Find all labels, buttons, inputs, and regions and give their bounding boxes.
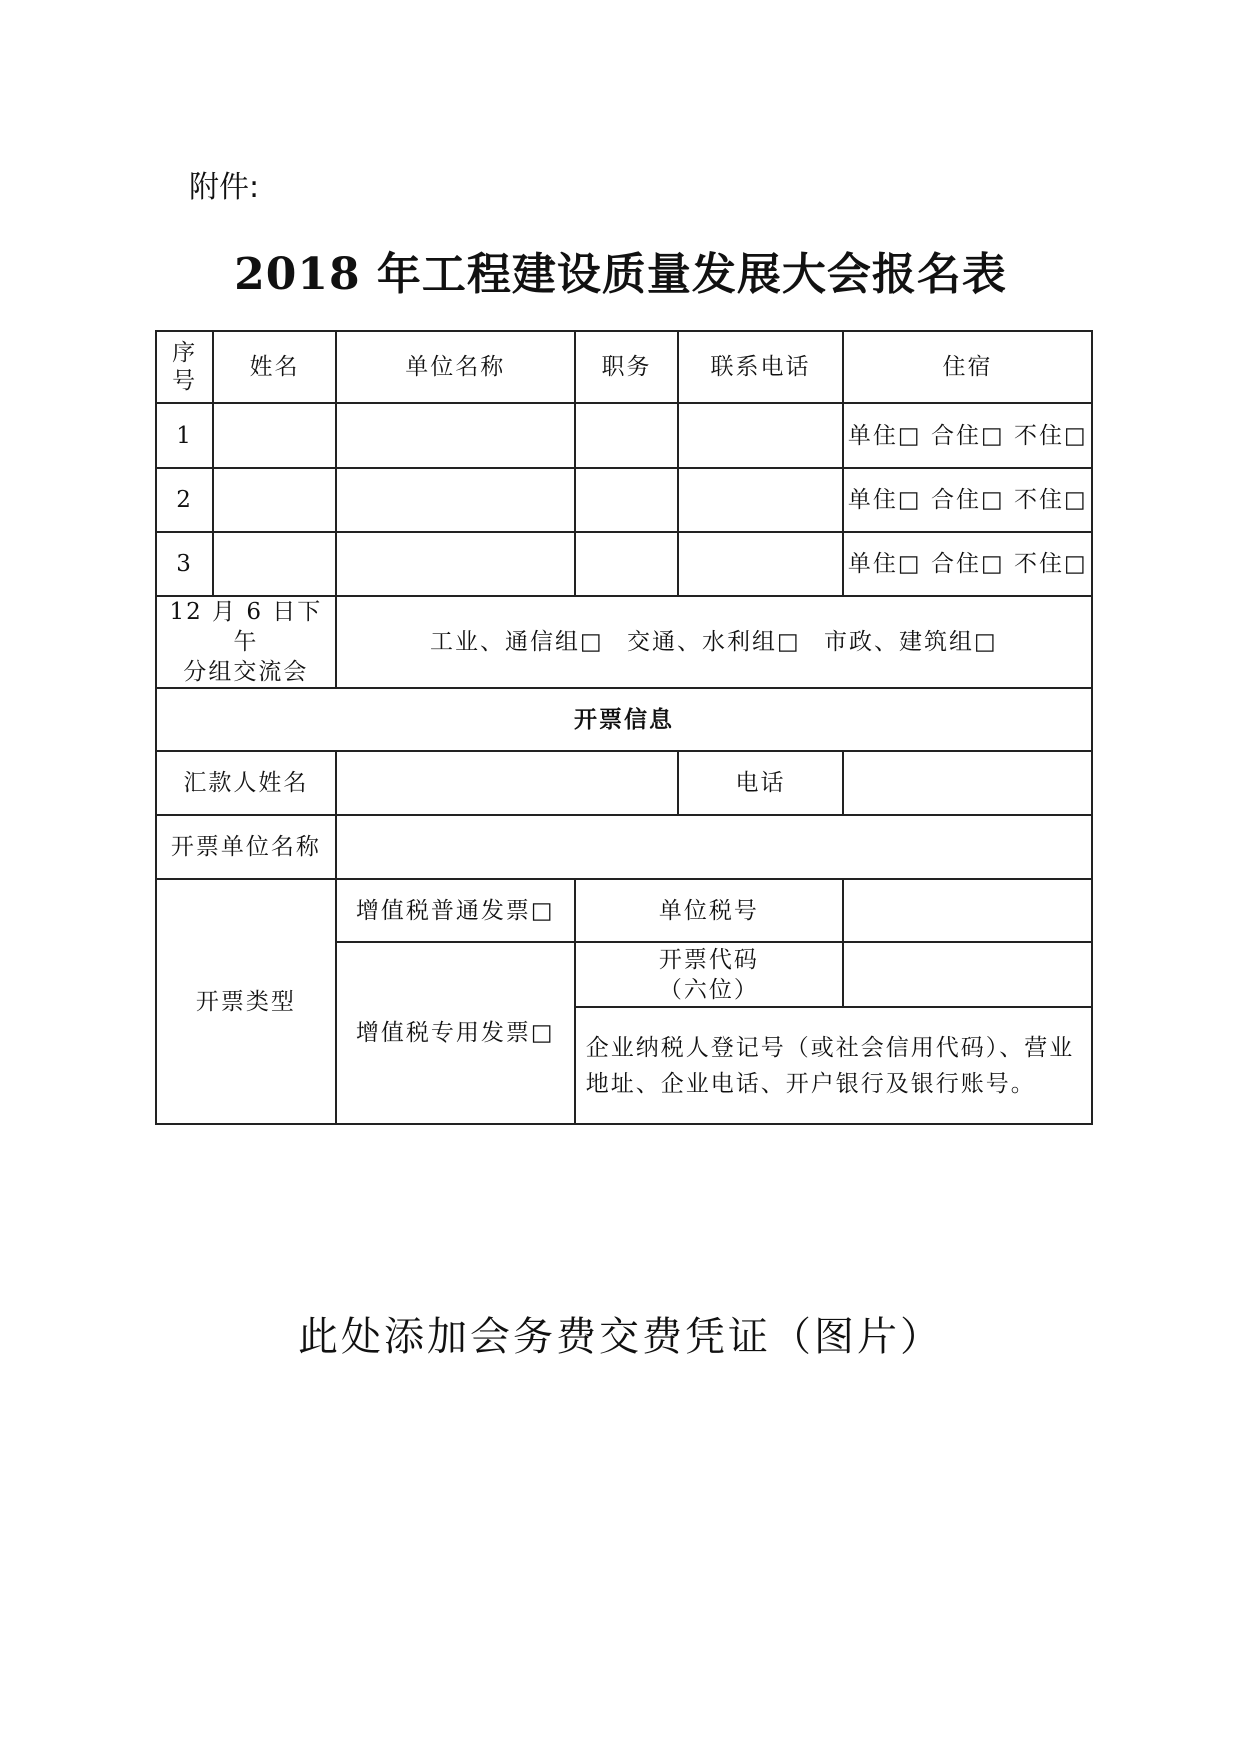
vat-normal-option[interactable]: 增值税普通发票□ [336, 879, 575, 942]
name-cell[interactable] [213, 532, 336, 596]
session-label-line1: 12 月 6 日下午 [169, 599, 323, 655]
phone-cell[interactable] [678, 403, 843, 468]
name-cell[interactable] [213, 468, 336, 532]
session-options[interactable]: 工业、通信组□ 交通、水利组□ 市政、建筑组□ [336, 596, 1092, 688]
position-cell[interactable] [575, 468, 678, 532]
org-cell[interactable] [336, 403, 575, 468]
row-seq: 3 [156, 532, 213, 596]
tax-id-label: 单位税号 [575, 879, 843, 942]
org-cell[interactable] [336, 468, 575, 532]
session-label-line2: 分组交流会 [183, 659, 309, 685]
header-lodging: 住宿 [843, 331, 1092, 403]
row-seq: 2 [156, 468, 213, 532]
name-cell[interactable] [213, 403, 336, 468]
invoice-code-label [575, 942, 843, 1007]
payer-phone-field[interactable] [843, 751, 1092, 815]
invoice-title-row [156, 688, 1092, 751]
position-cell[interactable] [575, 403, 678, 468]
invoice-code-label-line1: 开票代码 [658, 946, 759, 973]
payment-proof-placeholder: 此处添加会务费交费凭证（图片） [298, 1314, 943, 1360]
lodging-options[interactable]: 单住□ 合住□ 不住□ [843, 532, 1092, 596]
phone-cell[interactable] [678, 468, 843, 532]
invoice-org-row [156, 815, 1092, 879]
payer-phone-label: 电话 [678, 751, 843, 815]
form-title: 2018 年工程建设质量发展大会报名表 [234, 249, 1007, 300]
attachment-label: 附件: [189, 170, 260, 205]
table-row [156, 532, 1092, 596]
invoice-org-label: 开票单位名称 [156, 815, 336, 879]
vat-special-option[interactable]: 增值税专用发票□ [336, 942, 575, 1124]
header-org: 单位名称 [336, 331, 575, 403]
header-seq: 序号 [156, 331, 213, 403]
invoice-type-label: 开票类型 [156, 879, 336, 1124]
phone-cell[interactable] [678, 532, 843, 596]
payer-name-label: 汇款人姓名 [156, 751, 336, 815]
header-name: 姓名 [213, 331, 336, 403]
table-row [156, 403, 1092, 468]
lodging-options[interactable]: 单住□ 合住□ 不住□ [843, 403, 1092, 468]
payer-name-field[interactable] [336, 751, 678, 815]
session-row [156, 596, 1092, 688]
header-phone: 联系电话 [678, 331, 843, 403]
payer-row [156, 751, 1092, 815]
invoice-section-title: 开票信息 [156, 688, 1092, 751]
org-cell[interactable] [336, 532, 575, 596]
lodging-options[interactable]: 单住□ 合住□ 不住□ [843, 468, 1092, 532]
tax-id-field[interactable] [843, 879, 1092, 942]
position-cell[interactable] [575, 532, 678, 596]
session-label [156, 596, 336, 688]
invoice-code-label-line2: （六位） [658, 976, 759, 1003]
invoice-org-field[interactable] [336, 815, 1092, 879]
invoice-type-row-normal [156, 879, 1092, 942]
row-seq: 1 [156, 403, 213, 468]
header-position: 职务 [575, 331, 678, 403]
invoice-code-field[interactable] [843, 942, 1092, 1007]
table-row [156, 468, 1092, 532]
header-row [156, 331, 1092, 403]
special-invoice-note: 企业纳税人登记号（或社会信用代码）、营业地址、企业电话、开户银行及银行账号。 [575, 1007, 1092, 1124]
registration-table [155, 330, 1093, 1125]
